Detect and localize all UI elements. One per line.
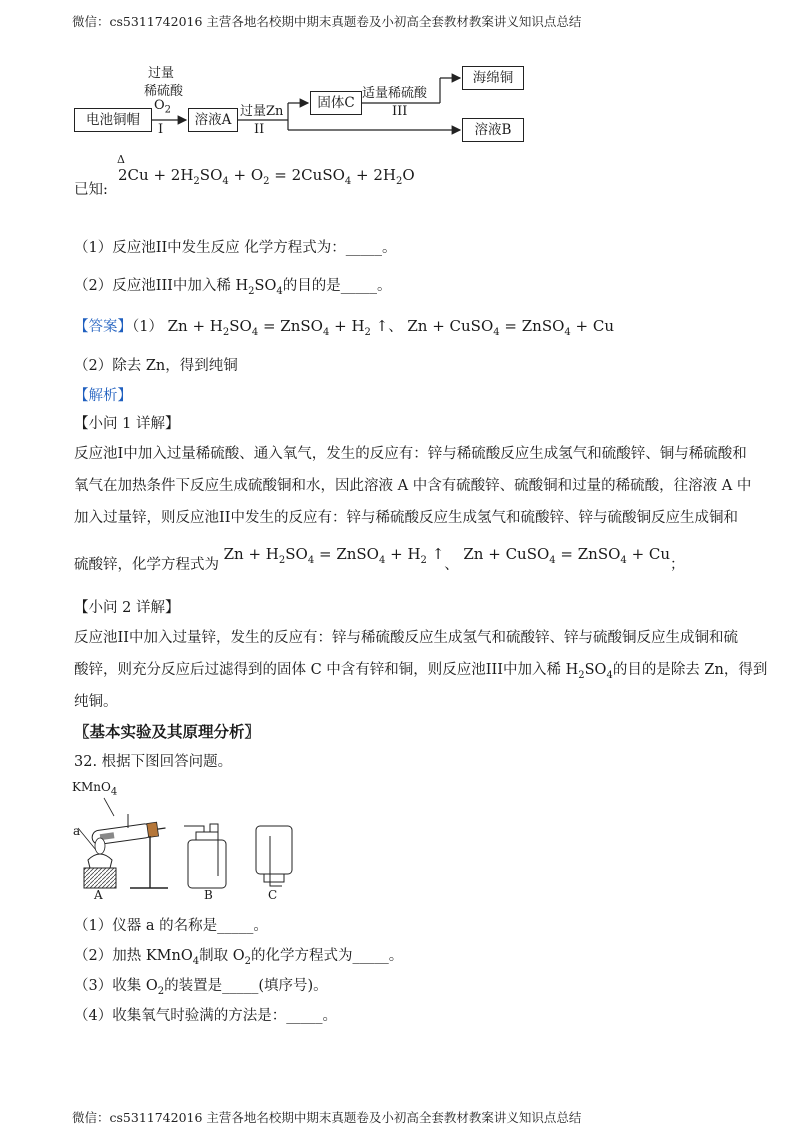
question-1: （1）反应池II中发生反应 化学方程式为：_____。 (74, 240, 397, 256)
box-solid-c: 固体C (310, 91, 362, 115)
step1-label-acid: 稀硫酸 (144, 84, 184, 99)
page-footer: 微信：cs5311742016 主营各地名校期中期末真题卷及小初高全套教材教案讲义知识点总结 (72, 1110, 582, 1125)
question-32-1: （1）仪器 a 的名称是_____。 (74, 918, 268, 934)
question-32-2: （2）加热 KMnO$_4$制取 $O_2$的化学方程式为_____。 (74, 948, 404, 967)
label-apparatus-c: C (268, 888, 278, 902)
step3-label: 适量稀硫酸 (362, 86, 428, 101)
analysis-1-line-3: 加入过量锌，则反应池II中发生的反应有：锌与稀硫酸反应生成氢气和硫酸锌、锌与硫酸铜反应生成铜和 (74, 510, 738, 526)
question-2: （2）反应池III中加入稀 $H_2SO_4$的目的是_____。 (74, 278, 392, 297)
question-32-3: （3）收集 $O_2$的装置是_____(填序号)。 (74, 978, 328, 997)
process-flow-diagram (0, 0, 800, 160)
label-kmno4: KMnO$_4$ (72, 780, 118, 798)
box-battery-cap: 电池铜帽 (74, 108, 152, 132)
analysis-equation-2: Zn + CuSO$_4$ = ZnSO$_4$ + Cu (463, 545, 671, 566)
answer-equation-2: Zn + CuSO$_4$ = ZnSO$_4$ + Cu (407, 317, 615, 338)
page-header: 微信：cs5311742016 主营各地名校期中期末真题卷及小初高全套教材教案讲义知识点总结 (72, 14, 582, 29)
analysis-2-line-2: 酸锌，则充分反应后过滤得到的固体 C 中含有锌和铜，则反应池III中加入稀 $H_2SO_4$的目的是除去 Zn，得到 (74, 662, 768, 681)
flow-arrows (0, 0, 800, 160)
answer-line-1: 【答案】（1） $Zn + H_2SO_4$ = ZnSO$_4$ + $H_2$ ↑、 Zn + CuSO$_4$ = ZnSO$_4$ + Cu (74, 317, 615, 338)
box-solution-b: 溶液B (462, 118, 524, 142)
box-solution-a: 溶液A (188, 108, 238, 132)
analysis-1-line-2: 氧气在加热条件下反应生成硫酸铜和水，因此溶液 A 中含有硫酸锌、硫酸铜和过量的稀硫酸，往溶液 A 中 (74, 478, 752, 494)
answer-tag: 【答案】 (74, 319, 132, 335)
analysis-2-line-1: 反应池II中加入过量锌，发生的反应有：锌与稀硫酸反应生成氢气和硫酸锌、锌与硫酸铜反应生成铜和硫 (74, 630, 738, 646)
heat-condition-delta: Δ (117, 153, 125, 166)
label-instrument-a: a (73, 824, 81, 838)
step2-label: 过量Zn (240, 104, 284, 119)
question-32-4: （4）收集氧气时验满的方法是：_____。 (74, 1008, 337, 1024)
step2-number: II (254, 122, 265, 137)
label-apparatus-a: A (94, 888, 103, 902)
step1-number: I (158, 122, 164, 137)
analysis-1-line-4: 硫酸锌，化学方程式为 $Zn + H_2SO_4$ = ZnSO$_4$ + $H_2$ ↑、 Zn + CuSO$_4$ = ZnSO$_4$ + Cu； (74, 545, 685, 573)
answer-equation-1: $Zn + H_2SO_4$ = ZnSO$_4$ + $H_2$ ↑ (167, 317, 389, 338)
analysis-equation-1: $Zn + H_2SO_4$ = ZnSO$_4$ + $H_2$ ↑ (223, 545, 445, 566)
box-sponge-copper: 海绵铜 (462, 66, 524, 90)
known-label: 已知: (74, 182, 108, 198)
sub-question-2-title: 【小问 2 详解】 (74, 600, 180, 616)
step3-number: III (392, 104, 408, 119)
label-apparatus-b: B (204, 888, 213, 902)
section-title: 〖基本实验及其原理分析〗 (74, 723, 261, 741)
known-equation: $2Cu + 2H_2SO_4 + O_2$ = 2CuSO$_4$ + $2H_2O$ (118, 166, 415, 187)
lab-apparatus-drawing (70, 776, 310, 906)
sub-question-1-title: 【小问 1 详解】 (74, 416, 180, 432)
analysis-1-line-1: 反应池I中加入过量稀硫酸、通入氧气，发生的反应有：锌与稀硫酸反应生成氢气和硫酸锌、铜与稀硫酸和 (74, 446, 747, 462)
apparatus-figure (70, 776, 310, 906)
answer-line-2: （2）除去 Zn，得到纯铜 (74, 358, 238, 374)
analysis-2-line-3: 纯铜。 (74, 694, 118, 710)
analysis-tag: 【解析】 (74, 388, 132, 404)
step1-label-oxygen: $O_2$ (154, 98, 172, 116)
question-32-stem: 32. 根据下图回答问题。 (74, 754, 233, 770)
step1-label-excess: 过量 (148, 66, 175, 81)
